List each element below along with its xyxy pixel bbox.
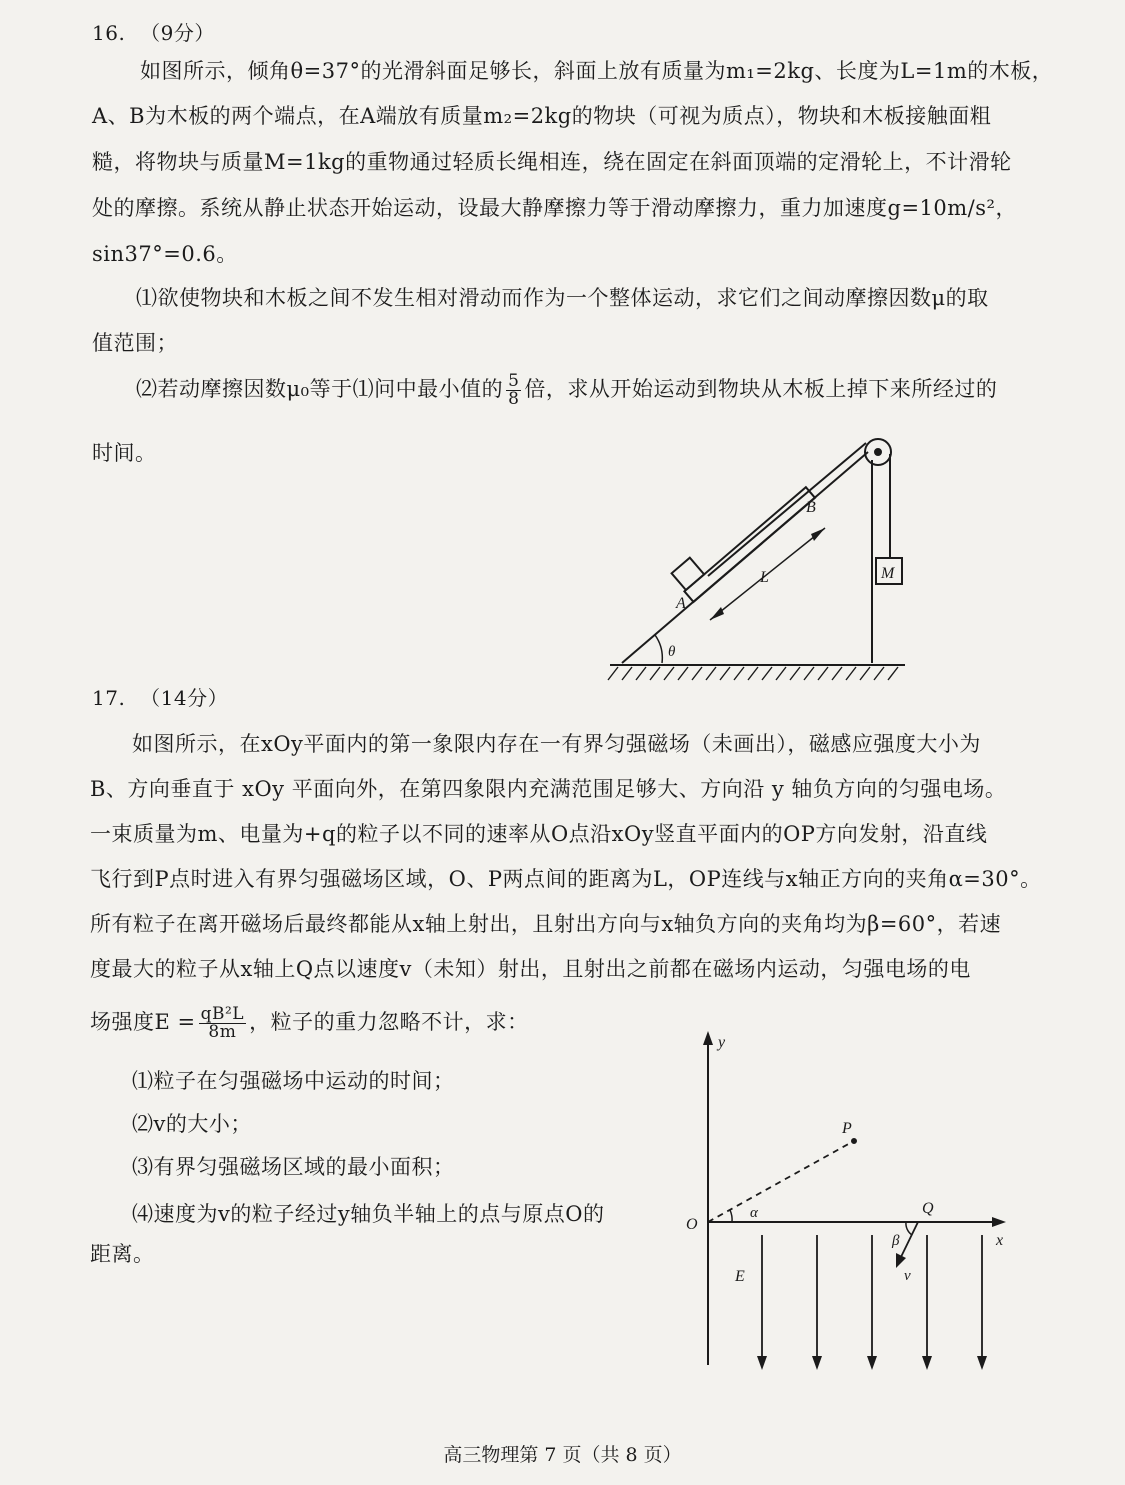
length-arrow-head-end: [811, 528, 825, 541]
q16-part2-line: [136, 373, 997, 408]
q16-fraction-denominator: 8: [508, 389, 520, 409]
electric-field-arrow-heads: [757, 1356, 987, 1370]
pulley-axle: [875, 449, 881, 455]
label-E: E: [735, 1268, 745, 1285]
q16-part2-line-end: 时间。: [92, 441, 157, 465]
velocity-vector: [900, 1222, 918, 1259]
q17-field-diagram: [680, 1025, 1020, 1375]
label-v: v: [904, 1268, 911, 1284]
page-footer: 高三物理第 7 页（共 8 页）: [443, 1444, 682, 1466]
label-M: M: [881, 565, 895, 582]
label-L: L: [760, 569, 769, 586]
q17-points: （14分）: [140, 686, 229, 710]
q17-part2: ⑵v的大小；: [132, 1112, 252, 1136]
q17-field-text-pre: 场强度E =: [90, 1010, 196, 1034]
q16-incline-diagram: [600, 430, 920, 690]
alpha-arc: [730, 1210, 732, 1222]
q17-part4-line-b: 距离。: [90, 1242, 155, 1266]
q17-header: [92, 683, 228, 713]
q17-field-fraction: [199, 1006, 246, 1041]
q16-number: 16.: [92, 21, 126, 45]
q17-intro-line-2: B、方向垂直于 xOy 平面向外，在第四象限内充满范围足够大、方向沿 y 轴负方向的匀强电场。: [90, 777, 1007, 801]
label-P: P: [842, 1120, 852, 1137]
label-O: O: [686, 1216, 698, 1233]
q17-part3: ⑶有界匀强磁场区域的最小面积；: [132, 1155, 455, 1179]
q17-field-numerator: qB²L: [200, 1004, 245, 1024]
q16-intro-line-2: A、B为木板的两个端点，在A端放有质量m₂=2kg的物块（可视为质点），物块和木板接触面粗: [92, 104, 992, 128]
q17-field-denominator: 8m: [208, 1022, 237, 1042]
ground-hatching: [608, 667, 898, 680]
q16-part1-line-b: 值范围；: [92, 331, 178, 355]
q17-field-line: [90, 1006, 529, 1041]
q17-intro-line-5: 所有粒子在离开磁场后最终都能从x轴上射出，且射出方向与x轴负方向的夹角均为β=60°，若速: [90, 912, 1002, 936]
q16-fraction: [506, 373, 521, 408]
electric-field-lines: [762, 1235, 982, 1360]
q17-part4-line-a: ⑷速度为v的粒子经过y轴负半轴上的点与原点O的: [132, 1202, 605, 1226]
beta-arc: [906, 1222, 912, 1235]
q17-intro-line-6: 度最大的粒子从x轴上Q点以速度v（未知）射出，且射出之前都在磁场内运动，匀强电场的电: [90, 957, 971, 981]
q17-intro-line-3: 一束质量为m、电量为+q的粒子以不同的速率从O点沿xOy竖直平面内的OP方向发射，沿直线: [90, 822, 988, 846]
rope-incline: [708, 443, 866, 576]
q16-intro-line-1: 如图所示，倾角θ=37°的光滑斜面足够长，斜面上放有质量为m₁=2kg、长度为L=1m的木板，: [140, 59, 1054, 83]
block-m2: [672, 558, 705, 590]
theta-arc: [655, 635, 662, 663]
q16-part1-line-a: ⑴欲使物块和木板之间不发生相对滑动而作为一个整体运动，求它们之间动摩擦因数μ的取: [136, 286, 989, 310]
op-line: [708, 1142, 852, 1222]
q17-intro-line-1: 如图所示，在xOy平面内的第一象限内存在一有界匀强磁场（未画出），磁感应强度大小为: [132, 732, 981, 756]
q16-part2-text-post: 倍，求从开始运动到物块从木板上掉下来所经过的: [524, 377, 998, 401]
q17-part1: ⑴粒子在匀强磁场中运动的时间；: [132, 1069, 455, 1093]
label-x: x: [996, 1232, 1004, 1249]
q16-intro-line-3: 糙，将物块与质量M=1kg的重物通过轻质长绳相连，绕在固定在斜面顶端的定滑轮上，不计滑轮: [92, 150, 1012, 174]
q17-number: 17.: [92, 686, 126, 710]
q16-intro-line-4: 处的摩擦。系统从静止状态开始运动，设最大静摩擦力等于滑动摩擦力，重力加速度g=10m/s²，: [92, 196, 1017, 220]
q16-part2-text-pre: ⑵若动摩擦因数μ₀等于⑴问中最小值的: [136, 377, 504, 401]
label-Q: Q: [922, 1200, 934, 1217]
wooden-plank: [684, 487, 815, 602]
q17-field-text-post: ，粒子的重力忽略不计，求：: [249, 1010, 529, 1034]
label-alpha: α: [750, 1205, 758, 1221]
label-A: A: [676, 595, 686, 612]
q16-points: （9分）: [140, 21, 215, 45]
y-axis-arrow: [703, 1031, 713, 1045]
q17-intro-line-4: 飞行到P点时进入有界匀强磁场区域，O、P两点间的距离为L，OP连线与x轴正方向的夹角α=30°。: [90, 867, 1042, 891]
label-theta: θ: [668, 644, 676, 660]
label-B: B: [806, 499, 816, 516]
label-beta: β: [892, 1233, 900, 1249]
label-y: y: [718, 1034, 726, 1051]
point-P: [852, 1139, 856, 1143]
length-arrow-head-start: [710, 607, 724, 620]
q16-header: [92, 18, 215, 48]
q16-intro-line-5: sin37°=0.6。: [92, 242, 238, 266]
x-axis-arrow: [992, 1217, 1006, 1227]
q16-fraction-numerator: 5: [508, 371, 520, 391]
